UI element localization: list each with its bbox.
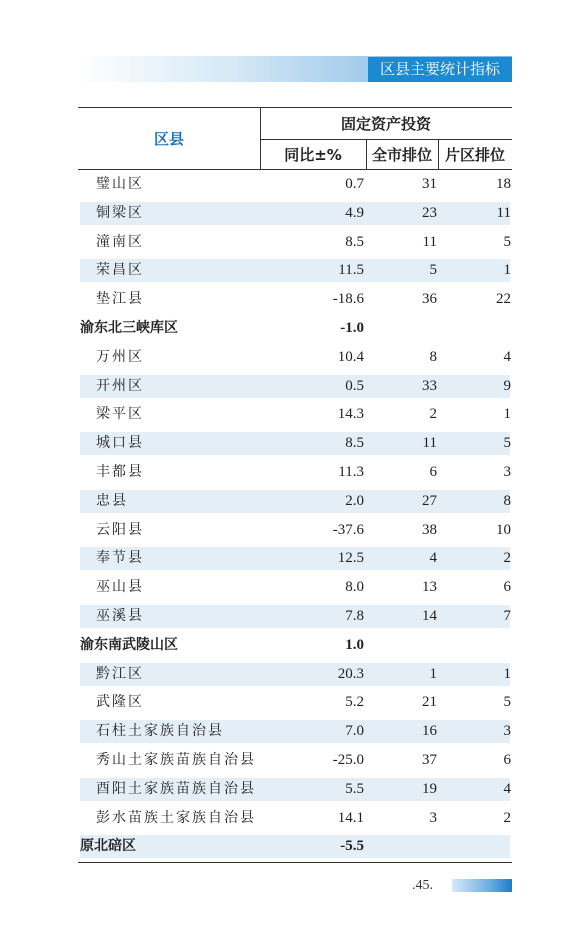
area-rank-value: 3 bbox=[503, 463, 511, 480]
table-row bbox=[78, 228, 512, 257]
city-rank-value: 21 bbox=[422, 694, 437, 711]
table-body bbox=[78, 170, 512, 861]
county-name: 渝东北三峡库区 bbox=[80, 319, 178, 336]
yoy-value: 12.5 bbox=[337, 550, 364, 567]
area-rank-value: 5 bbox=[503, 435, 511, 452]
county-name: 奉节县 bbox=[96, 550, 144, 567]
city-rank-value: 4 bbox=[429, 550, 437, 567]
county-name: 梁平区 bbox=[96, 406, 144, 423]
column-header-city-rank: 全市排位 bbox=[371, 146, 432, 164]
table-row bbox=[78, 343, 512, 372]
table-group-row bbox=[78, 314, 512, 343]
page-number: .45. bbox=[412, 878, 433, 893]
yoy-value: 10.4 bbox=[337, 348, 364, 365]
yoy-value: 20.3 bbox=[337, 665, 364, 682]
city-rank-value: 8 bbox=[429, 348, 437, 365]
column-header-yoy: 同比±% bbox=[284, 146, 342, 164]
city-rank-value: 33 bbox=[422, 377, 437, 394]
yoy-value: 11.5 bbox=[338, 262, 364, 279]
area-rank-value: 4 bbox=[503, 348, 511, 365]
city-rank-value: 14 bbox=[422, 607, 437, 624]
yoy-value: 7.8 bbox=[345, 607, 364, 624]
table-row bbox=[78, 516, 512, 545]
yoy-value: 7.0 bbox=[345, 723, 364, 740]
table-row bbox=[78, 544, 512, 573]
county-name: 城口县 bbox=[96, 435, 144, 452]
table-row bbox=[78, 372, 512, 401]
yoy-value: 5.2 bbox=[345, 694, 364, 711]
city-rank-value bbox=[367, 317, 437, 340]
table-row bbox=[78, 688, 512, 717]
area-rank-value: 6 bbox=[503, 751, 511, 768]
table-row bbox=[78, 775, 512, 804]
table-row bbox=[78, 256, 512, 285]
table-row bbox=[78, 602, 512, 631]
area-rank-value: 18 bbox=[496, 176, 511, 192]
city-rank-value: 6 bbox=[429, 463, 437, 480]
area-rank-value: 3 bbox=[503, 723, 511, 740]
yoy-value: 8.0 bbox=[345, 579, 364, 596]
yoy-value: 5.5 bbox=[345, 780, 364, 797]
area-rank-value: 1 bbox=[503, 262, 511, 279]
table-group-row bbox=[78, 631, 512, 660]
yoy-value: -18.6 bbox=[332, 291, 364, 308]
yoy-value: 4.9 bbox=[345, 204, 364, 221]
area-rank-value: 2 bbox=[503, 550, 511, 567]
county-name: 彭水苗族土家族自治县 bbox=[96, 809, 256, 826]
yoy-value: 11.3 bbox=[338, 463, 364, 480]
yoy-value: 14.1 bbox=[337, 809, 364, 826]
county-name: 垫江县 bbox=[96, 291, 144, 308]
county-name: 原北碚区 bbox=[80, 838, 136, 855]
area-rank-value: 22 bbox=[496, 291, 511, 308]
area-rank-value: 7 bbox=[503, 607, 511, 624]
yoy-value: -25.0 bbox=[332, 751, 364, 768]
city-rank-value: 1 bbox=[429, 665, 437, 682]
column-header-fixed-asset-investment: 固定资产投资 bbox=[340, 114, 431, 133]
area-rank-value bbox=[439, 634, 511, 657]
area-rank-value bbox=[439, 835, 511, 858]
area-rank-value: 1 bbox=[503, 406, 511, 423]
table-row bbox=[78, 573, 512, 602]
county-name: 渝东南武陵山区 bbox=[80, 636, 178, 653]
footer-bar bbox=[452, 879, 512, 892]
city-rank-value: 19 bbox=[422, 780, 437, 797]
city-rank-value: 38 bbox=[422, 521, 437, 538]
table-row bbox=[78, 746, 512, 775]
column-header-area-rank: 片区排位 bbox=[444, 146, 505, 164]
table-row bbox=[78, 804, 512, 833]
area-rank-value bbox=[439, 317, 511, 340]
table-row bbox=[78, 285, 512, 314]
yoy-value: -5.5 bbox=[340, 838, 364, 855]
county-name: 石柱土家族自治县 bbox=[96, 723, 224, 740]
county-name: 秀山土家族苗族自治县 bbox=[96, 751, 256, 768]
city-rank-value: 3 bbox=[429, 809, 437, 826]
area-rank-value: 5 bbox=[503, 233, 511, 250]
yoy-value: 2.0 bbox=[345, 492, 364, 509]
county-name: 万州区 bbox=[96, 348, 144, 365]
city-rank-value: 31 bbox=[422, 176, 437, 192]
area-rank-value: 10 bbox=[496, 521, 511, 538]
table-row bbox=[78, 170, 512, 199]
yoy-value: -1.0 bbox=[340, 319, 364, 336]
area-rank-value: 2 bbox=[503, 809, 511, 826]
table-row bbox=[78, 429, 512, 458]
yoy-value: 0.7 bbox=[345, 176, 364, 192]
area-rank-value: 1 bbox=[503, 665, 511, 682]
yoy-value: 8.5 bbox=[345, 233, 364, 250]
city-rank-value: 11 bbox=[422, 233, 437, 250]
county-name: 武隆区 bbox=[96, 694, 144, 711]
area-rank-value: 9 bbox=[503, 377, 511, 394]
table-row bbox=[78, 458, 512, 487]
yoy-value: 0.5 bbox=[345, 377, 364, 394]
table-row bbox=[78, 717, 512, 746]
table-row bbox=[78, 400, 512, 429]
column-header-county: 区县 bbox=[153, 129, 184, 148]
city-rank-value: 5 bbox=[429, 262, 437, 279]
yoy-value: 8.5 bbox=[345, 435, 364, 452]
county-name: 铜梁区 bbox=[96, 204, 144, 221]
city-rank-value: 23 bbox=[422, 204, 437, 221]
county-name: 璧山区 bbox=[96, 176, 144, 192]
area-rank-value: 6 bbox=[503, 579, 511, 596]
county-name: 巫溪县 bbox=[96, 607, 144, 624]
table-bottom-rule bbox=[78, 862, 512, 863]
table-row bbox=[78, 199, 512, 228]
section-title: 区县主要统计指标 bbox=[368, 57, 512, 82]
area-rank-value: 4 bbox=[503, 780, 511, 797]
county-name: 忠县 bbox=[96, 492, 128, 509]
area-rank-value: 11 bbox=[496, 204, 511, 221]
city-rank-value: 16 bbox=[422, 723, 437, 740]
county-name: 酉阳土家族苗族自治县 bbox=[96, 780, 256, 797]
city-rank-value: 36 bbox=[422, 291, 437, 308]
county-name: 云阳县 bbox=[96, 521, 144, 538]
city-rank-value: 37 bbox=[422, 751, 437, 768]
city-rank-value: 2 bbox=[429, 406, 437, 423]
county-name: 潼南区 bbox=[96, 233, 144, 250]
table-row bbox=[78, 660, 512, 689]
table-group-row bbox=[78, 832, 512, 861]
county-name: 开州区 bbox=[96, 377, 144, 394]
city-rank-value: 13 bbox=[422, 579, 437, 596]
county-name: 巫山县 bbox=[96, 579, 144, 596]
area-rank-value: 8 bbox=[503, 492, 511, 509]
yoy-value: 1.0 bbox=[345, 636, 364, 653]
city-rank-value: 27 bbox=[422, 492, 437, 509]
area-rank-value: 5 bbox=[503, 694, 511, 711]
yoy-value: 14.3 bbox=[337, 406, 364, 423]
county-name: 丰都县 bbox=[96, 463, 144, 480]
county-name: 荣昌区 bbox=[96, 262, 144, 279]
yoy-value: -37.6 bbox=[332, 521, 364, 538]
city-rank-value bbox=[367, 634, 437, 657]
city-rank-value: 11 bbox=[422, 435, 437, 452]
county-name: 黔江区 bbox=[96, 665, 144, 682]
city-rank-value bbox=[367, 835, 437, 858]
table-row bbox=[78, 487, 512, 516]
